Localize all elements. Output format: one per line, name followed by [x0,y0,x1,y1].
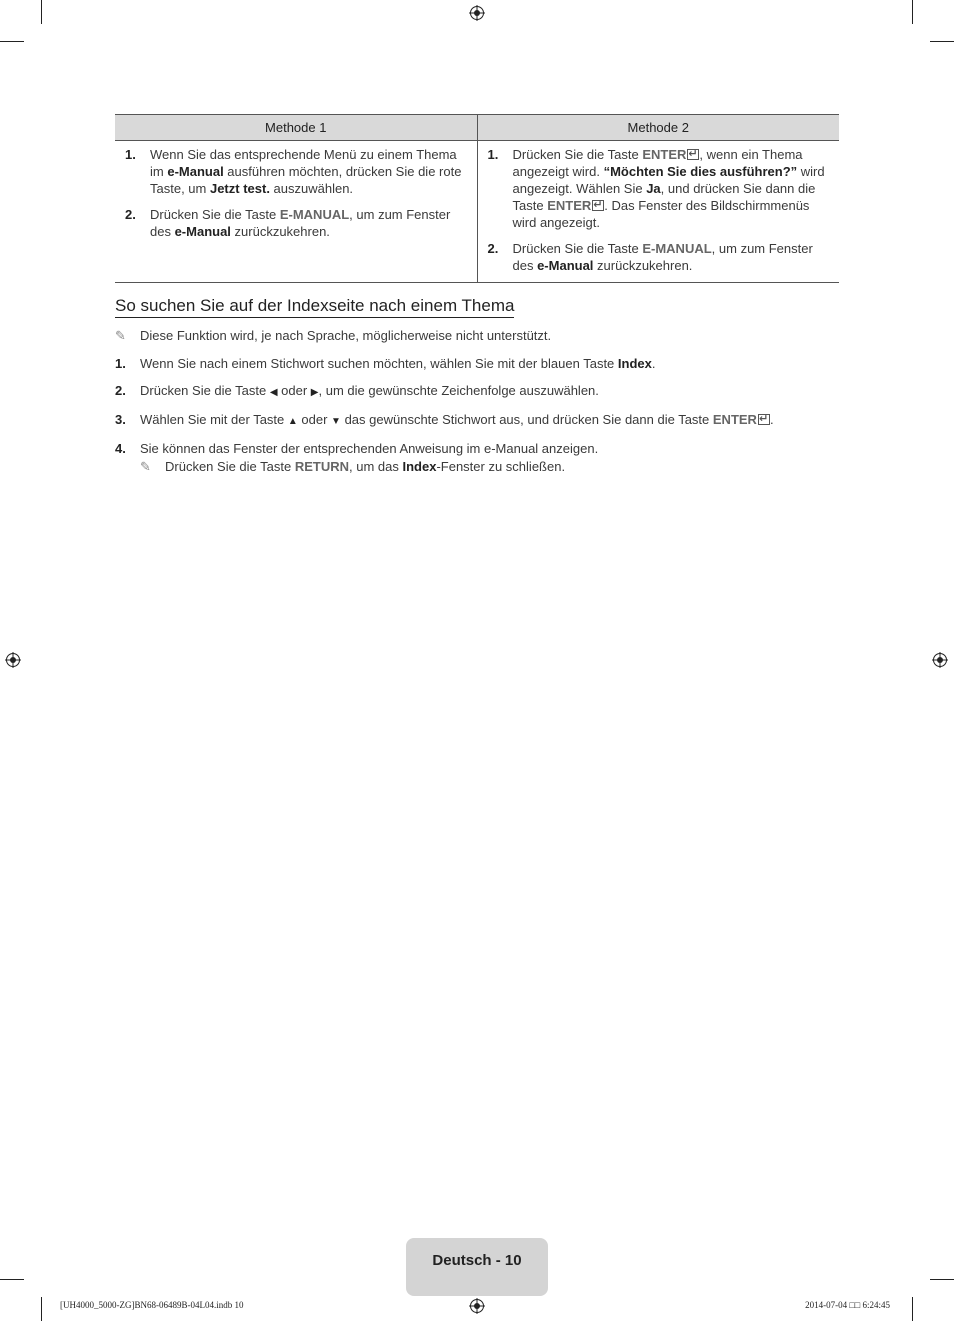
step-number: 4. [115,441,126,456]
arrow-up-icon: ▲ [287,416,298,427]
step-number: 3. [115,412,126,427]
step-text: Sie können das Fenster der entsprechenden Anweisung im e-Manual anzeigen. [140,441,599,456]
table-header-methode-2: Methode 2 [477,115,839,141]
enter-icon [592,200,604,211]
list-item [125,146,469,197]
step-text: Wenn Sie das entsprechende Menü zu einem Thema im e-Manual ausführen möchten, drücken Sie die rote Taste, um Jetzt test. auszuwählen. [150,147,462,196]
registration-mark-icon [5,652,21,668]
step-number: 1. [115,356,126,371]
methode-2-cell [477,141,839,283]
page-label: Deutsch - 10 [432,1252,522,1269]
list-item [115,382,845,401]
pencil-note-icon: ✎ [140,459,151,474]
list-item [488,146,832,231]
imprint-left: [UH4000_5000-ZG]BN68-06489B-04L04.indb 10 [60,1300,244,1310]
crop-mark [930,41,954,42]
page-number-tab [406,1238,548,1296]
note-text: Diese Funktion wird, je nach Sprache, möglicherweise nicht unterstützt. [140,328,552,343]
sub-note-text: Drücken Sie die Taste RETURN, um das Index-Fenster zu schließen. [165,459,566,474]
arrow-right-icon: ▶ [310,387,319,398]
enter-icon [687,149,699,160]
crop-mark [41,0,42,24]
table-header-methode-1: Methode 1 [115,115,477,141]
crop-mark [912,1297,913,1321]
step-text: Drücken Sie die Taste ◀ oder ▶, um die gewünschte Zeichenfolge auszuwählen. [140,383,599,398]
section-title: So suchen Sie auf der Indexseite nach einem Thema [115,296,514,318]
crop-mark [912,0,913,24]
crop-mark [41,1297,42,1321]
step-text: Wenn Sie nach einem Stichwort suchen möchten, wählen Sie mit der blauen Taste Index. [140,356,656,371]
step-number: 2. [125,207,136,222]
step-text: Drücken Sie die Taste ENTER↵ , wenn ein Thema angezeigt wird. “Möchten Sie dies ausführen?” wird angezeigt. Wählen Sie Ja, und drücken Sie dann die Taste ENTER↵ . Das Fenster des Bildschirmmenüs wird angezeigt. [513,146,832,231]
step-number: 1. [125,147,136,162]
registration-mark-icon [469,1298,485,1314]
crop-mark [0,41,24,42]
sub-note [140,459,565,475]
step-number: 2. [115,383,126,398]
step-number: 1. [487,147,499,162]
crop-mark [0,1279,24,1280]
list-item [125,206,469,240]
arrow-left-icon: ◀ [269,387,278,398]
note [115,328,551,344]
registration-mark-icon [932,652,948,668]
methods-table [115,114,839,283]
list-item [488,240,832,274]
enter-icon [758,414,770,425]
steps-list [115,355,845,467]
step-text: Drücken Sie die Taste E-MANUAL, um zum Fenster des e-Manual zurückzukehren. [512,241,813,273]
step-number: 2. [487,241,499,256]
crop-mark [930,1279,954,1280]
registration-mark-icon [469,5,485,21]
methode-1-cell [115,141,477,283]
list-item [115,411,845,430]
pencil-note-icon: ✎ [115,328,126,343]
arrow-down-icon: ▼ [331,416,341,427]
imprint-right: 2014-07-04 □□ 6:24:45 [805,1300,890,1310]
step-text: Drücken Sie die Taste E-MANUAL, um zum Fenster des e-Manual zurückzukehren. [150,207,451,239]
step-text: Wählen Sie mit der Taste ▲ oder ▼ das gewünschte Stichwort aus, und drücken Sie dann die Taste ENTER↵ . [140,411,774,430]
list-item [115,355,845,372]
list-item [115,440,845,457]
